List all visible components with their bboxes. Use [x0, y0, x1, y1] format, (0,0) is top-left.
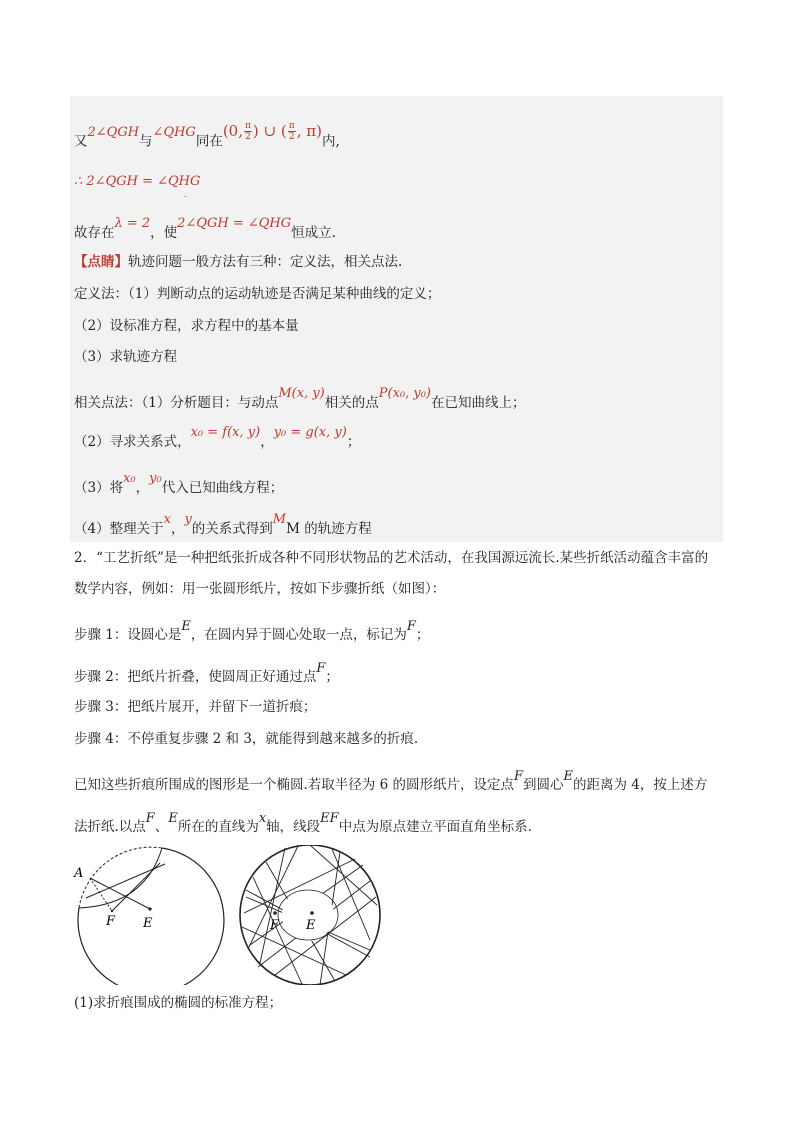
text: 相关的点 [324, 395, 379, 411]
step-1 [74, 619, 430, 645]
text: 已知这些折痕所围成的图形是一个椭圆.若取半径为 6 的圆形纸片，设定点 [74, 777, 514, 793]
segment [112, 863, 160, 911]
math-var: x [258, 811, 267, 826]
text: 同在 [195, 133, 223, 150]
text: 步骤 1：设圆心是 [74, 627, 182, 643]
folding-figures [70, 845, 390, 985]
given-line-1 [74, 769, 708, 795]
math-expr: 2∠QGH = ∠QHG [177, 216, 292, 231]
math-var: F [406, 619, 416, 634]
math-expr: y [184, 512, 192, 527]
frac-bot: 2 [245, 132, 251, 142]
solution-line-1 [74, 121, 340, 152]
dot: . [184, 190, 187, 199]
math-expr: ∴ 2∠QGH = ∠QHG [74, 174, 201, 189]
math-part: ) [252, 121, 259, 140]
step-3: 步骤 3：把纸片展开，并留下一道折痕； [74, 699, 317, 715]
point-F-2 [273, 911, 277, 915]
math-expr: x₀ [123, 471, 136, 486]
point-E [148, 907, 151, 910]
text: 轴，线段 [266, 819, 321, 835]
left-figure [73, 847, 224, 985]
text: M 的轨迹方程 [286, 521, 372, 537]
solution-line-3 [74, 216, 336, 243]
math-expr: y₀ = g(x, y) [273, 425, 347, 440]
math-expr: P(x₀, y₀) [378, 386, 432, 401]
math-part: ∪ [263, 121, 277, 140]
math-expr: x₀ = f(x, y) [190, 425, 261, 440]
text: ，使 [150, 225, 178, 241]
point-E-2 [310, 911, 314, 915]
text: 故存在 [74, 225, 115, 241]
right-figure [240, 845, 380, 985]
math-expr: λ = 2 [114, 216, 151, 231]
dot-mark [184, 186, 187, 204]
label-E-2: E [306, 918, 316, 933]
text: ，在圆内异于圆心处取一点，标记为 [190, 627, 407, 643]
step-2 [74, 661, 339, 687]
text: ； [415, 627, 430, 643]
text: 、 [154, 819, 169, 835]
math-part: , π) [296, 121, 322, 140]
inner-ellipse-gap [282, 889, 334, 941]
math-expr: x [163, 512, 171, 527]
def-step-3: （3）求轨迹方程 [74, 349, 178, 365]
interval-expr [223, 122, 322, 140]
text: ； [325, 669, 339, 685]
given-line-2 [74, 811, 532, 837]
def-method: 定义法：（1）判断动点的运动轨迹是否满足某种曲线的定义； [74, 286, 441, 302]
point-F [111, 910, 113, 912]
tip-text: 轨迹问题一般方法有三种：定义法，相关点法. [128, 254, 403, 270]
tip-label: 【点睛】 [74, 254, 128, 270]
text: 又 [74, 133, 88, 150]
text: ， [170, 521, 185, 537]
text: ， [135, 480, 150, 496]
math-var: E [181, 619, 191, 634]
math-part: ( [280, 121, 287, 140]
math-var: F [316, 661, 326, 676]
label-F: F [106, 914, 116, 929]
math-var: F [145, 811, 155, 826]
text: 内, [321, 133, 340, 150]
text: 与 [139, 133, 153, 150]
label-A: A [74, 866, 84, 881]
text: 中点为原点建立平面直角坐标系. [338, 819, 532, 835]
text: 恒成立. [291, 225, 336, 241]
text: ， [260, 434, 274, 450]
frac-bot: 2 [288, 132, 295, 142]
math-expr: y₀ [149, 471, 162, 486]
rel-step-1 [74, 386, 526, 413]
text: （4）整理关于 [74, 521, 164, 537]
rel-step-2 [74, 425, 361, 452]
math-var: EF [320, 811, 339, 826]
text: 到圆心 [523, 777, 564, 793]
label-F-2: F [270, 918, 280, 933]
text: 代入已知曲线方程； [161, 480, 284, 496]
math-expr: M [272, 512, 287, 527]
math-part: (0, [222, 121, 243, 140]
text: 的距离为 4，按上述方 [573, 777, 708, 793]
math-expr: ∠QHG [152, 124, 196, 140]
fraction [288, 121, 296, 142]
text: （3）将 [74, 480, 124, 496]
rel-step-3 [74, 471, 284, 498]
question-1: (1)求折痕围成的椭圆的标准方程； [74, 995, 283, 1011]
tip-line [74, 253, 402, 271]
text: 相关点法：（1）分析题目：与动点 [74, 395, 279, 411]
math-expr: 2∠QGH [87, 124, 140, 140]
text: 法折纸.以点 [74, 819, 146, 835]
def-step-2: （2）设标准方程，求方程中的基本量 [74, 318, 299, 334]
step-4: 步骤 4：不停重复步骤 2 和 3，就能得到越来越多的折痕. [74, 731, 419, 747]
problem-line-2: 数学内容，例如：用一张圆形纸片，按如下步骤折纸（如图）： [74, 581, 446, 597]
text: 步骤 2：把纸片折叠，使圆周正好通过点 [74, 669, 317, 685]
math-expr: M(x, y) [278, 386, 325, 401]
frac-top: π [245, 121, 251, 131]
text: ； [346, 434, 361, 450]
text: 所在的直线为 [177, 819, 259, 835]
text: （2）寻求关系式， [74, 434, 191, 450]
rel-step-4 [74, 512, 372, 539]
fraction [244, 121, 252, 142]
problem-line-1: 2．“工艺折纸”是一种把纸张折成各种不同形状物品的艺术活动，在我国源远流长.某些折纸活动蕴含丰富的 [74, 550, 709, 566]
math-var: E [168, 811, 178, 826]
label-E: E [143, 916, 153, 931]
math-var: F [513, 769, 523, 784]
frac-top: π [288, 121, 295, 131]
fold-line [86, 864, 165, 898]
math-var: E [563, 769, 573, 784]
text: 在已知曲线上； [431, 395, 526, 411]
text: 的关系式得到 [191, 521, 273, 537]
solution-line-2 [74, 172, 200, 191]
